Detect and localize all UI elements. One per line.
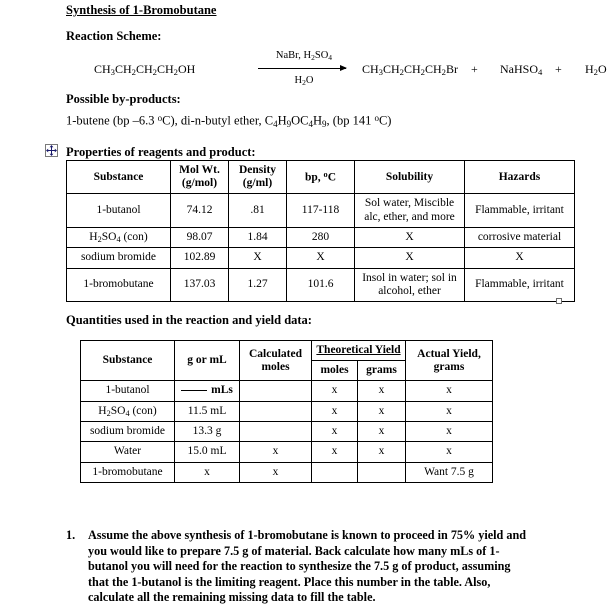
- col-header-amount: g or mL: [175, 341, 240, 381]
- table-header-row: [67, 161, 575, 194]
- cell-solubility: Insol in water; sol in alcohol, ether: [355, 268, 465, 301]
- question-number: 1.: [66, 528, 76, 542]
- properties-heading: Properties of reagents and product:: [66, 145, 256, 159]
- fill-in-blank-field[interactable]: [181, 390, 207, 391]
- table-row: [67, 268, 575, 301]
- cell-density: X: [229, 248, 287, 268]
- reaction-byproduct-water: $H_2O$: [585, 62, 607, 78]
- cell-density: 1.84: [229, 227, 287, 248]
- table-row: [81, 381, 493, 401]
- reaction-plus-1: +: [471, 62, 478, 76]
- cell-substance: $H_2SO_4$ (con): [81, 401, 175, 422]
- table-resize-handle-icon[interactable]: [556, 298, 562, 304]
- cell-substance: Water: [81, 442, 175, 462]
- cell-mol-wt: 137.03: [171, 268, 229, 301]
- cell-actual-yield: x: [406, 381, 493, 401]
- byproducts-text: 1-butene (bp –6.3 $^o$C), di-n-butyl ether, $C_4H_9OC_4H_9$, (bp 141 $^o$C): [66, 113, 392, 129]
- reaction-product: $CH_3CH_2CH_2CH_2Br$: [362, 62, 458, 78]
- table-row: [67, 194, 575, 227]
- cell-mol-wt: 98.07: [171, 227, 229, 248]
- question-text: Assume the above synthesis of 1-bromobutane is known to proceed in 75% yield and you would like to prepare 7.5 g of material. Back calculate how many mLs of 1-butanol you will need for the reaction to synthesize the 7.5 g of product, assuming that the 1-butanol is the limiting reagent. Place this number in the table. Also, calculate all the remaining missing data to fill the table.: [88, 528, 527, 605]
- cell-mol-wt: 74.12: [171, 194, 229, 227]
- col-header-actual-yield: Actual Yield, grams: [406, 341, 493, 381]
- cell-substance: 1-bromobutane: [81, 462, 175, 482]
- cell-theoretical-grams: x: [358, 422, 406, 442]
- cell-amount: 13.3 g: [175, 422, 240, 442]
- cell-theoretical-moles[interactable]: [312, 462, 358, 482]
- col-header-bp: bp, $^o$C: [287, 161, 355, 194]
- quantities-table: [80, 340, 493, 483]
- cell-amount-unit: mLs: [211, 384, 233, 397]
- properties-table: [66, 160, 575, 302]
- col-header-theoretical-yield: Theoretical Yield: [312, 341, 406, 361]
- col-header-calculated-moles: Calculated moles: [240, 341, 312, 381]
- cell-calculated-moles[interactable]: [240, 422, 312, 442]
- cell-bp: 280: [287, 227, 355, 248]
- reaction-arrow-below-label: $H_2O$: [294, 74, 314, 87]
- reaction-scheme-heading: Reaction Scheme:: [66, 29, 162, 43]
- col-header-density: Density (g/ml): [229, 161, 287, 194]
- table-row: [81, 401, 493, 422]
- col-header-substance: Substance: [67, 161, 171, 194]
- document-title: Synthesis of 1-Bromobutane: [66, 3, 217, 17]
- table-row: [67, 227, 575, 248]
- cell-hazards: Flammable, irritant: [465, 268, 575, 301]
- reaction-arrow-above-label: NaBr, $H_2SO_4$: [275, 50, 333, 62]
- cell-substance: 1-bromobutane: [67, 268, 171, 301]
- cell-actual-yield: x: [406, 401, 493, 422]
- cell-calculated-moles[interactable]: [240, 381, 312, 401]
- col-header-theoretical-moles: moles: [312, 361, 358, 381]
- table-row: [81, 442, 493, 462]
- cell-substance: $H_2SO_4$ (con): [67, 227, 171, 248]
- cell-density: .81: [229, 194, 287, 227]
- reaction-reactant: $CH_3CH_2CH_2CH_2OH$: [94, 62, 196, 78]
- cell-amount[interactable]: [175, 381, 240, 401]
- reaction-arrow-icon: [258, 64, 350, 73]
- cell-calculated-moles[interactable]: [240, 401, 312, 422]
- cell-calculated-moles: x: [240, 442, 312, 462]
- cell-theoretical-moles: x: [312, 422, 358, 442]
- cell-amount: 15.0 mL: [175, 442, 240, 462]
- cell-actual-yield: x: [406, 442, 493, 462]
- col-header-substance: Substance: [81, 341, 175, 381]
- col-header-hazards: Hazards: [465, 161, 575, 194]
- cell-theoretical-grams: x: [358, 401, 406, 422]
- cell-bp: 117-118: [287, 194, 355, 227]
- cell-actual-yield: x: [406, 422, 493, 442]
- cell-substance: 1-butanol: [81, 381, 175, 401]
- reaction-scheme-figure: [66, 48, 607, 90]
- table-header-row: [81, 341, 493, 361]
- cell-theoretical-moles: x: [312, 381, 358, 401]
- col-header-solubility: Solubility: [355, 161, 465, 194]
- cell-theoretical-grams: x: [358, 442, 406, 462]
- table-move-handle-icon[interactable]: [45, 144, 58, 157]
- cell-solubility: X: [355, 227, 465, 248]
- cell-substance: sodium bromide: [81, 422, 175, 442]
- questions-list: [66, 528, 532, 606]
- cell-bp: 101.6: [287, 268, 355, 301]
- cell-substance: 1-butanol: [67, 194, 171, 227]
- cell-bp: X: [287, 248, 355, 268]
- cell-hazards: corrosive material: [465, 227, 575, 248]
- cell-theoretical-moles: x: [312, 442, 358, 462]
- reaction-arrow-group: [258, 50, 350, 87]
- quantities-heading: Quantities used in the reaction and yield data:: [66, 313, 312, 327]
- reaction-plus-2: +: [555, 62, 562, 76]
- table-row: [67, 248, 575, 268]
- cell-hazards: X: [465, 248, 575, 268]
- cell-amount: x: [175, 462, 240, 482]
- cell-density: 1.27: [229, 268, 287, 301]
- cell-substance: sodium bromide: [67, 248, 171, 268]
- col-header-theoretical-grams: grams: [358, 361, 406, 381]
- table-row: [81, 422, 493, 442]
- cell-solubility: Sol water, Miscible alc, ether, and more: [355, 194, 465, 227]
- cell-actual-yield: Want 7.5 g: [406, 462, 493, 482]
- cell-amount: 11.5 mL: [175, 401, 240, 422]
- cell-mol-wt: 102.89: [171, 248, 229, 268]
- cell-calculated-moles: x: [240, 462, 312, 482]
- cell-hazards: Flammable, irritant: [465, 194, 575, 227]
- cell-theoretical-moles: x: [312, 401, 358, 422]
- cell-theoretical-grams: x: [358, 381, 406, 401]
- col-header-mol-wt: Mol Wt. (g/mol): [171, 161, 229, 194]
- table-row: [81, 462, 493, 482]
- cell-solubility: X: [355, 248, 465, 268]
- byproducts-heading: Possible by-products:: [66, 92, 181, 106]
- reaction-byproduct-salt: NaHSO$_4$: [500, 62, 543, 78]
- cell-theoretical-grams[interactable]: [358, 462, 406, 482]
- question-item: [66, 528, 532, 606]
